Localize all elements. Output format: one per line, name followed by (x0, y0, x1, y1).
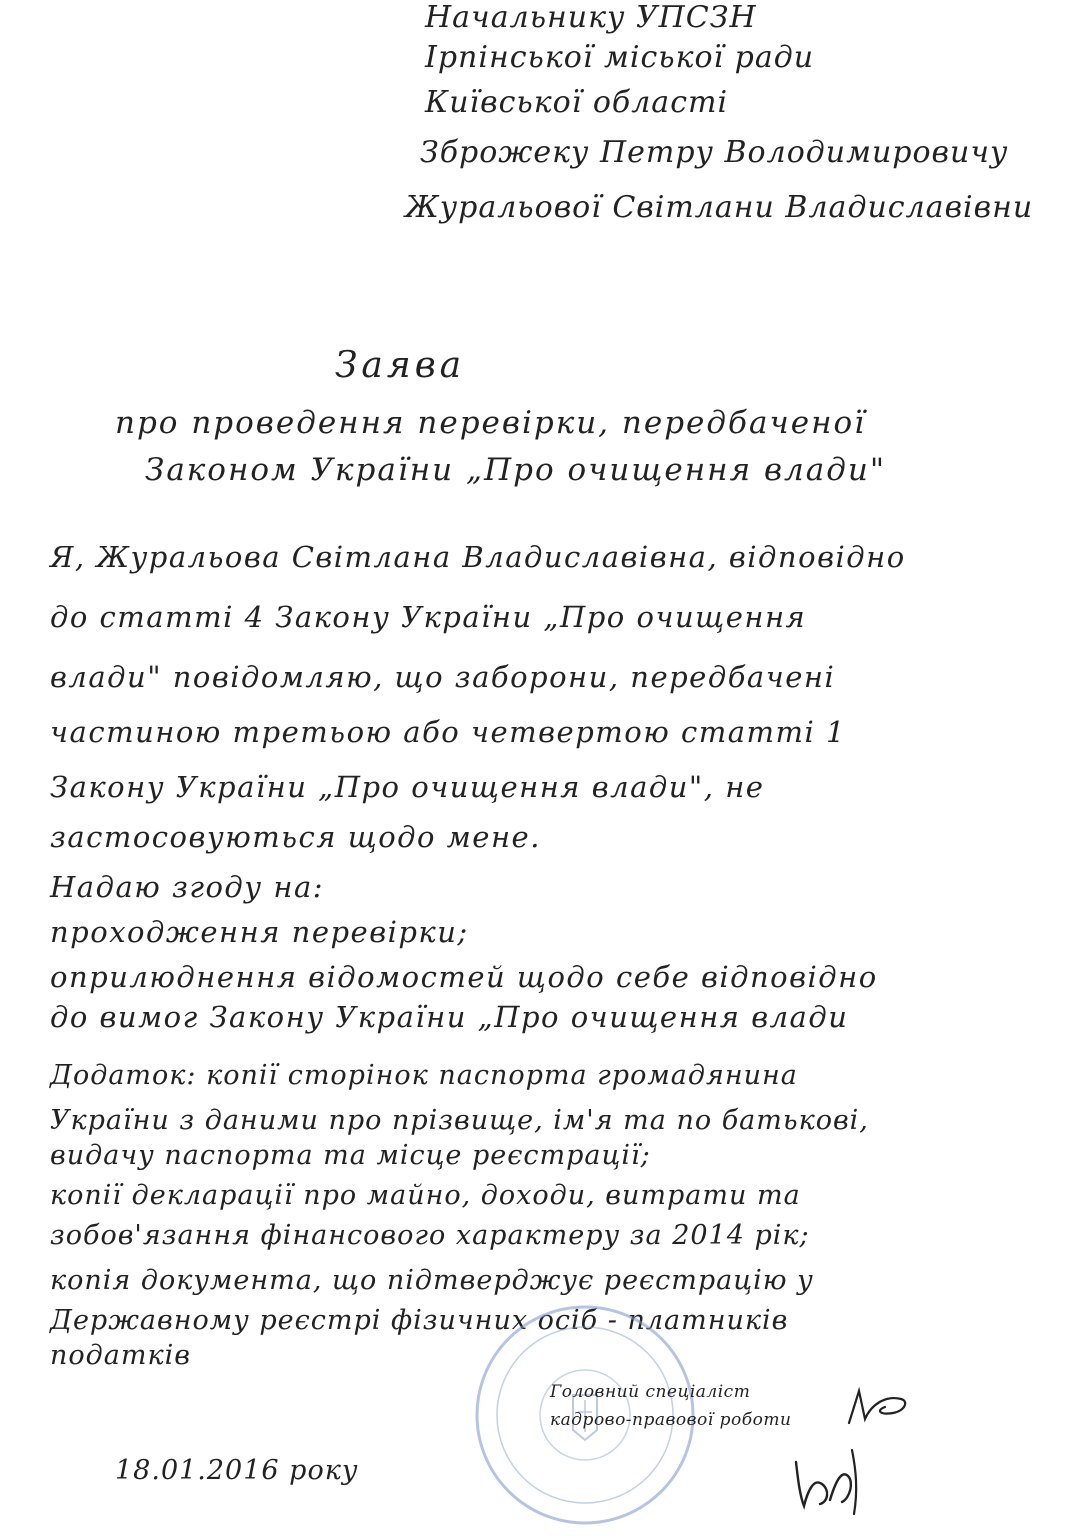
attachment-line-8: податків (50, 1340, 191, 1371)
body-line-7: Надаю згоду на: (50, 870, 325, 904)
body-line-8: проходження перевірки; (50, 915, 469, 949)
subtitle-line-1: про проведення перевірки, передбаченої (115, 405, 867, 441)
body-line-5: Закону України „Про очищення влади", не (50, 770, 765, 804)
body-line-10: до вимог Закону України „Про очищення влади (50, 1000, 849, 1034)
addressee-line-4: Зброжеку Петру Володимировичу (420, 135, 1009, 170)
body-line-2: до статті 4 Закону України „Про очищення (50, 600, 807, 634)
addressee-line-1: Начальнику УПСЗН (425, 0, 757, 35)
attachment-line-5: зобов'язання фінансового характеру за 2014 рік; (50, 1220, 810, 1251)
attachment-line-4: копії декларації про майно, доходи, витрати та (50, 1180, 801, 1211)
attachment-line-2: України з даними про прізвище, ім'я та по батькові, (50, 1105, 869, 1136)
body-line-3: влади" повідомляю, що заборони, передбачені (50, 660, 836, 694)
addressee-line-3: Київської області (425, 85, 729, 120)
specialist-signature (845, 1385, 915, 1430)
addressee-line-5: Журальової Світлани Владиславівни (405, 190, 1034, 225)
attachment-line-7: Державному реєстрі фізичних осіб - платників (50, 1305, 789, 1336)
body-line-4: частиною третьою або четвертою статті 1 (50, 715, 846, 749)
document-title: Заява (335, 345, 466, 386)
note-line-2: кадрово-правової роботи (550, 1410, 792, 1430)
body-line-9: оприлюднення відомостей щодо себе відповідно (50, 960, 878, 994)
addressee-line-2: Ірпінської міської ради (425, 40, 815, 75)
body-line-1: Я, Журальова Світлана Владиславівна, відповідно (50, 540, 906, 574)
date: 18.01.2016 року (115, 1455, 359, 1486)
subtitle-line-2: Законом України „Про очищення влади" (145, 452, 887, 488)
attachment-line-6: копія документа, що підтверджує реєстрацію у (50, 1265, 814, 1296)
body-line-6: застосовуються щодо мене. (50, 820, 541, 854)
applicant-signature (790, 1440, 900, 1520)
attachment-line-3: видачу паспорта та місце реєстрації; (50, 1140, 651, 1171)
note-line-1: Головний спеціаліст (550, 1382, 751, 1402)
attachment-line-1: Додаток: копії сторінок паспорта громадянина (50, 1060, 798, 1091)
